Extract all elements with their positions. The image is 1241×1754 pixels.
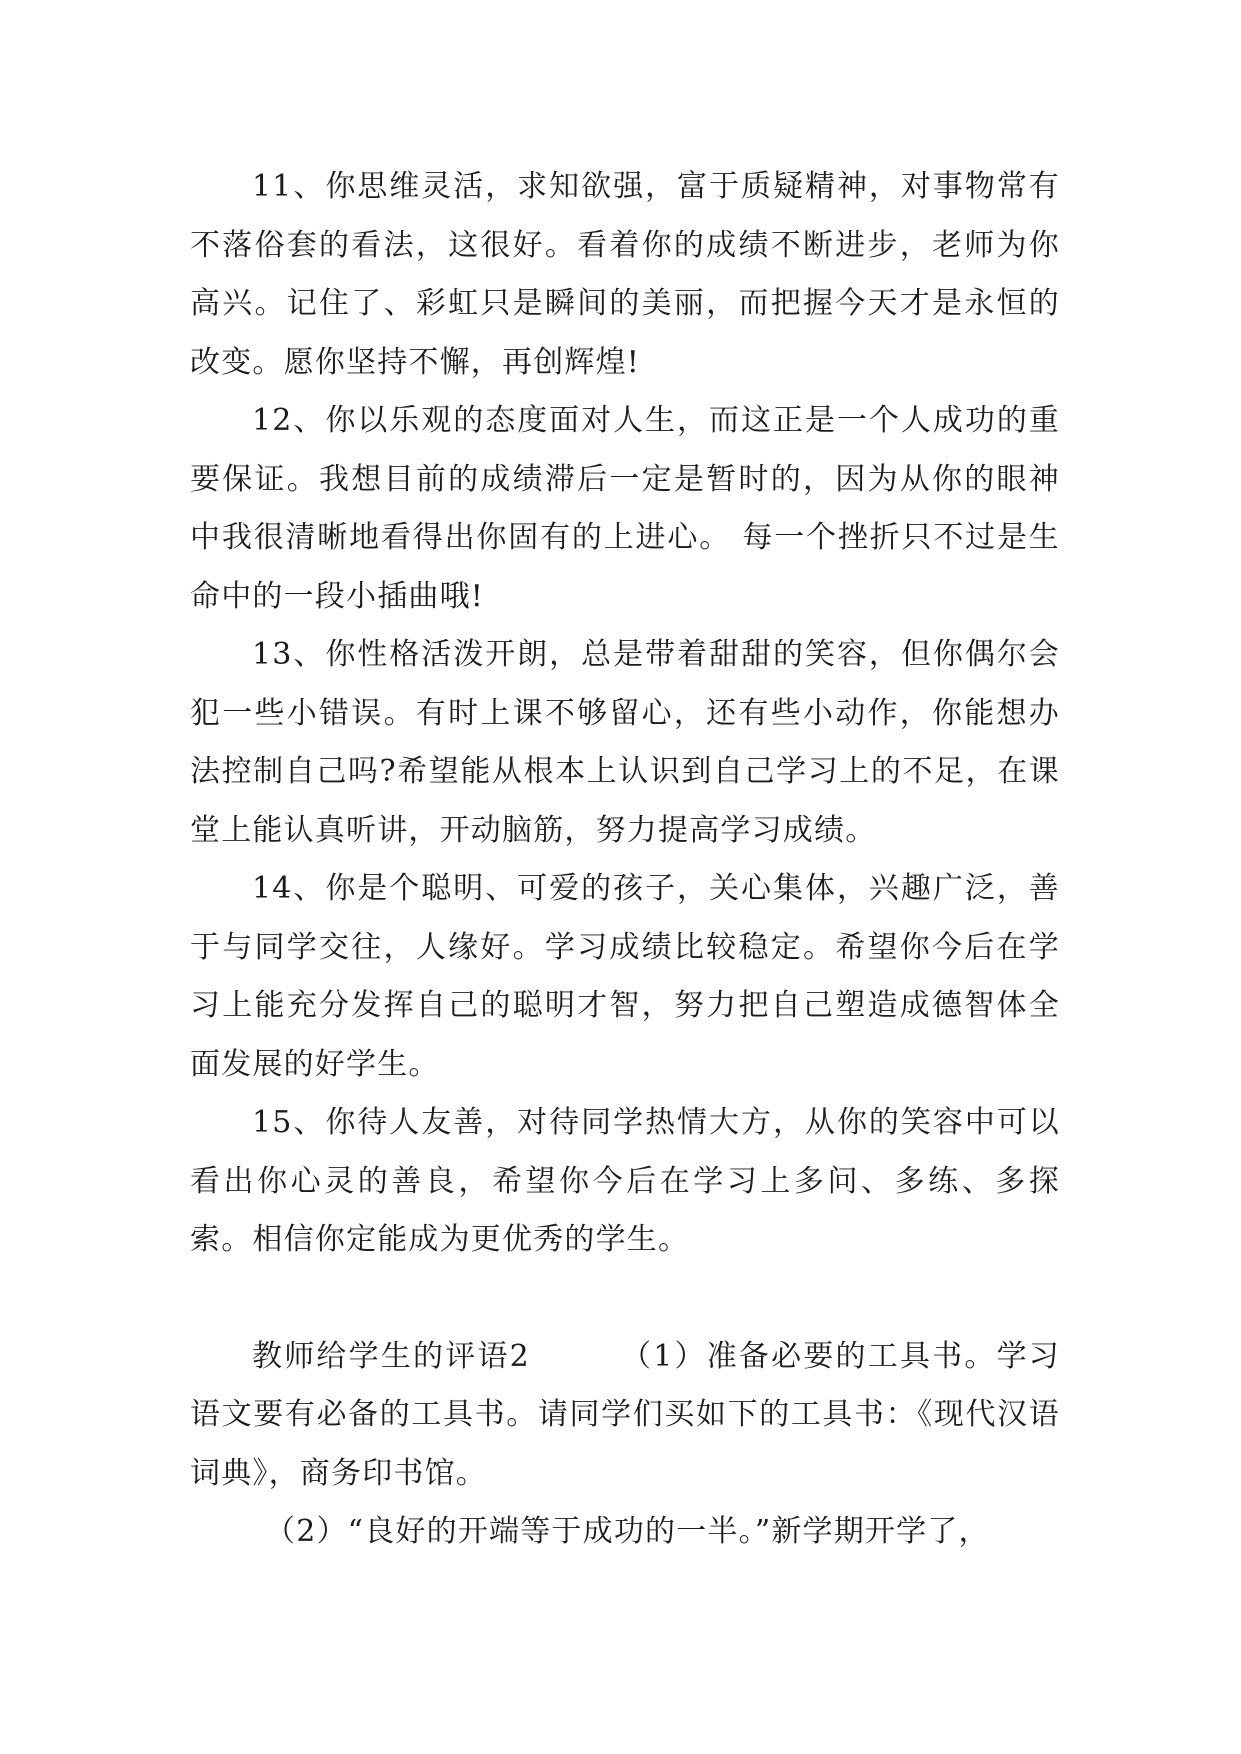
paragraph-11: 11、你思维灵活，求知欲强，富于质疑精神，对事物常有不落俗套的看法，这很好。看着你的成绩不断进步，老师为你高兴。记住了、彩虹只是瞬间的美丽，而把握今天才是永恒的改变。愿你坚持不懈，再创辉煌! xyxy=(190,169,1060,380)
paragraph-last: （2）“良好的开端等于成功的一半。”新学期开学了， xyxy=(265,1514,990,1549)
paragraph-14: 14、你是个聪明、可爱的孩子，关心集体，兴趣广泛，善于与同学交往，人缘好。学习成绩比较稳定。希望你今后在学习上能充分发挥自己的聪明才智，努力把自己塑造成德智体全面发展的好学生。 xyxy=(190,871,1060,1082)
document-body xyxy=(190,158,1060,1562)
paragraph-12: 12、你以乐观的态度面对人生，而这正是一个人成功的重要保证。我想目前的成绩滞后一定是暂时的，因为从你的眼神中我很清晰地看得出你固有的上进心。 每一个挫折只不过是生命中的一段小插曲哦! xyxy=(190,403,1060,614)
paragraph-13: 13、你性格活泼开朗，总是带着甜甜的笑容，但你偶尔会犯一些小错误。有时上课不够留心，还有些小动作，你能想办法控制自己吗?希望能从根本上认识到自己学习上的不足，在课堂上能认真听讲，开动脑筋，努力提高学习成绩。 xyxy=(190,637,1060,848)
section-gap xyxy=(190,1270,1060,1328)
section-title: 教师给学生的评语2 xyxy=(252,1338,530,1374)
section-paragraph xyxy=(190,1328,1060,1504)
section-text: （1）准备必要的工具书。学习语文要有必备的工具书。请同学们买如下的工具书：《现代汉语词典》，商务印书馆。 xyxy=(190,1338,1060,1491)
paragraph-15: 15、你待人友善，对待同学热情大方，从你的笑容中可以看出你心灵的善良，希望你今后在学习上多问、多练、多探索。相信你定能成为更优秀的学生。 xyxy=(190,1105,1060,1257)
